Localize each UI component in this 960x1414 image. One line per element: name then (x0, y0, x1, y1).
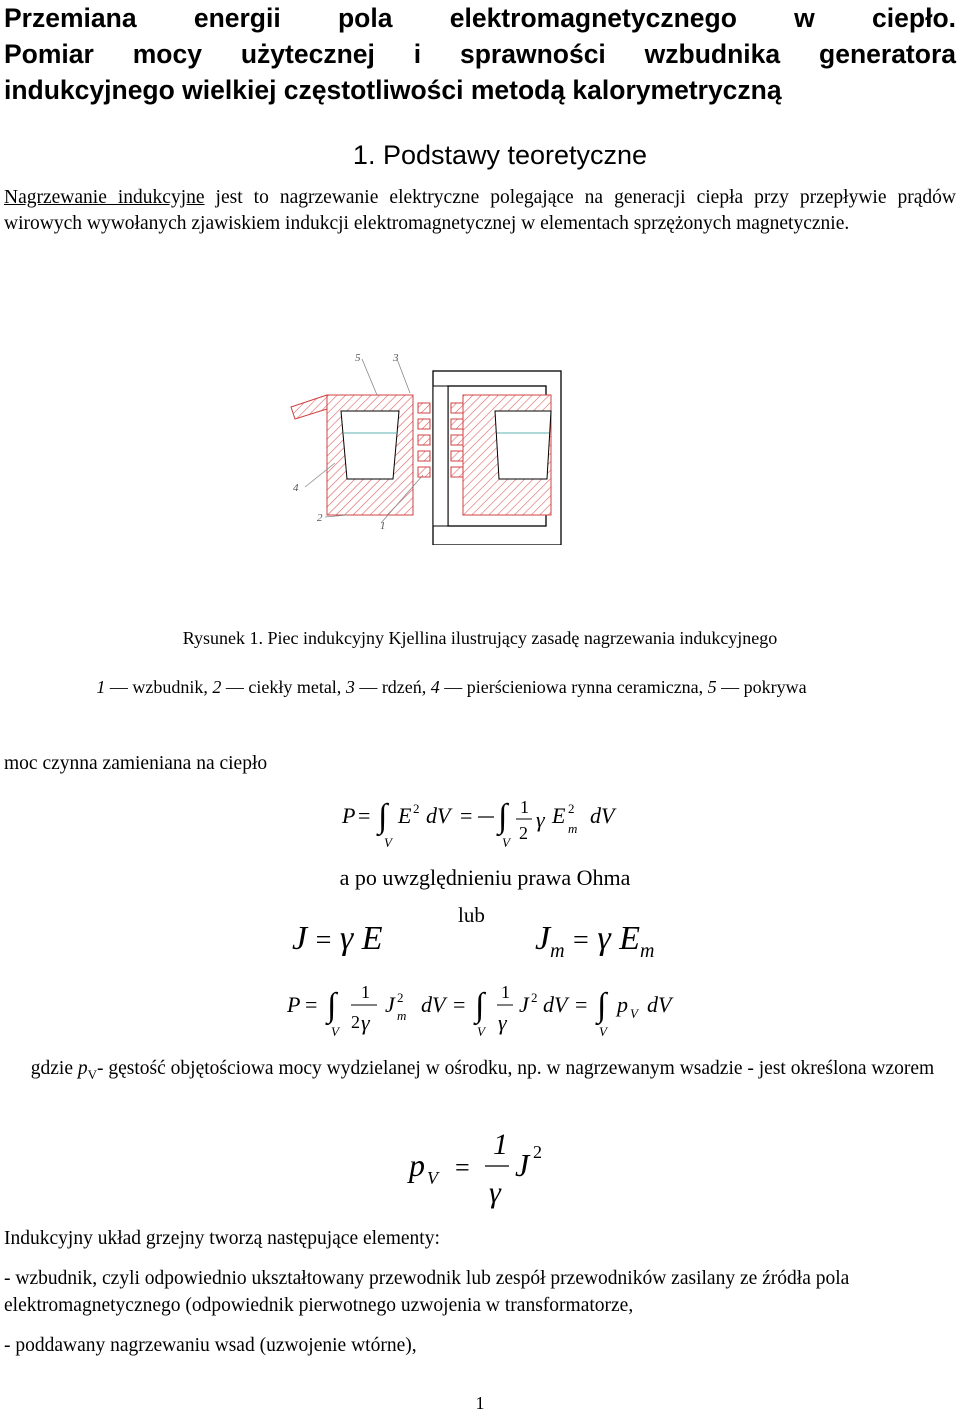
svg-text:P: P (342, 803, 356, 828)
svg-text:V: V (384, 835, 392, 850)
svg-text:γ: γ (498, 1010, 507, 1035)
svg-text:m: m (568, 821, 578, 836)
intro-text: jest to nagrzewanie elektryczne polegające na generacji ciepła przy przepływie prądów wirowych wywołanych zjawiskiem indukcji elektromagnetycznej w elementach sprzężonych magnetycznie. (4, 187, 956, 234)
svg-text:2: 2 (531, 990, 538, 1005)
equation-power-integral (340, 795, 640, 855)
equation-power-density (405, 1120, 585, 1210)
svg-text:1: 1 (501, 982, 510, 1002)
svg-text:2: 2 (413, 801, 420, 816)
svg-text:J: J (519, 992, 529, 1017)
svg-text:p: p (617, 992, 628, 1017)
svg-text:=: = (453, 992, 466, 1017)
svg-text:V: V (477, 1024, 485, 1039)
svg-text:J: J (515, 1147, 530, 1183)
ohm-law-amplitude-equation: $J_m = \gamma$ $E_m$ (535, 920, 655, 962)
figure-label-3: 3 (393, 352, 399, 364)
svg-text:γ: γ (536, 807, 545, 832)
svg-text:dV: dV (647, 992, 672, 1017)
svg-text:1: 1 (520, 797, 529, 817)
title-line-1: Przemiana energii pola elektromagnetycznego w ciepło. (4, 3, 956, 33)
svg-text:2: 2 (351, 1012, 360, 1032)
svg-text:2: 2 (519, 823, 528, 843)
svg-text:γ: γ (489, 1176, 501, 1209)
svg-text:V: V (331, 1024, 339, 1039)
lub-text: lub (458, 903, 485, 927)
svg-text:dV: dV (426, 803, 451, 828)
svg-text:J: J (385, 992, 395, 1017)
svg-text:=: = (305, 992, 318, 1017)
svg-text:=: = (358, 803, 371, 828)
bullet-inductor: - wzbudnik, czyli odpowiednio ukształtowany przewodnik lub zespół przewodników zasilany ze źródła pola elektromagnetycznego (odpowiednik pierwotnego uzwojenia w transformatorze, (4, 1268, 850, 1316)
svg-text:2: 2 (533, 1142, 542, 1162)
intro-term: Nagrzewanie indukcyjne (4, 187, 205, 208)
svg-text:V: V (427, 1168, 438, 1188)
svg-text:∫: ∫ (378, 798, 388, 835)
kjellin-furnace-diagram (285, 345, 565, 545)
equation-power-density-integral (285, 978, 705, 1046)
title-line-3: indukcyjnego wielkiej częstotliwości metodą kalorymetryczną (4, 75, 782, 105)
figure-label-2: 2 (317, 512, 323, 524)
svg-text:V: V (502, 835, 510, 850)
svg-text:1: 1 (361, 982, 370, 1002)
svg-text:dV: dV (543, 992, 568, 1017)
title-line-2: Pomiar mocy użytecznej i sprawności wzbudnika generatora (4, 39, 956, 69)
svg-text:V: V (599, 1024, 607, 1039)
svg-text:∫: ∫ (597, 987, 607, 1024)
svg-text:dV: dV (421, 992, 446, 1017)
svg-text:γ: γ (361, 1010, 370, 1035)
svg-text:2: 2 (397, 990, 404, 1005)
svg-text:E: E (398, 803, 412, 828)
figure-legend: 1 — wzbudnik, 2 — ciekły metal, 3 — rdzeń, 4 — pierścieniowa rynna ceramiczna, 5 — pokrywa (96, 677, 807, 697)
power-text: moc czynna zamieniana na ciepło (4, 753, 268, 774)
svg-text:=: = (575, 992, 588, 1017)
svg-text:∫: ∫ (498, 798, 508, 835)
svg-text:E: E (552, 803, 566, 828)
intro-paragraph (4, 185, 956, 237)
elements-intro: Indukcyjny układ grzejny tworzą następujące elementy: (4, 1228, 440, 1249)
svg-text:m: m (397, 1008, 407, 1023)
figure-caption: Rysunek 1. Piec indukcyjny Kjellina ilustrujący zasadę nagrzewania indukcyjnego (182, 628, 778, 648)
svg-text:dV: dV (590, 803, 615, 828)
figure-label-1: 1 (380, 520, 386, 532)
svg-text:=: = (455, 1153, 470, 1182)
document-title (4, 0, 956, 108)
figure-label-5: 5 (355, 352, 361, 364)
ohm-text: a po uwzględnieniu prawa Ohma (339, 865, 631, 890)
svg-text:p: p (409, 1147, 425, 1183)
svg-text:2: 2 (568, 801, 575, 816)
section-heading: 1. Podstawy teoretyczne (352, 140, 648, 170)
svg-text:=: = (460, 803, 473, 828)
svg-text:1: 1 (493, 1128, 508, 1161)
svg-text:∫: ∫ (327, 987, 337, 1024)
svg-text:P: P (287, 992, 301, 1017)
svg-text:V: V (630, 1006, 638, 1021)
figure-label-4: 4 (293, 482, 299, 494)
page-number: 1 (475, 1393, 485, 1413)
svg-text:∫: ∫ (475, 987, 485, 1024)
ohm-law-equation: J = γ E (292, 920, 383, 957)
power-density-description: gdzie $p_V-$ gęstość objętościowa mocy wydzielanej w ośrodku, np. w nagrzewanym wsadzie - jest określona wzorem (30, 1058, 935, 1082)
bullet-charge: - poddawany nagrzewaniu wsad (uzwojenie wtórne), (4, 1335, 417, 1356)
